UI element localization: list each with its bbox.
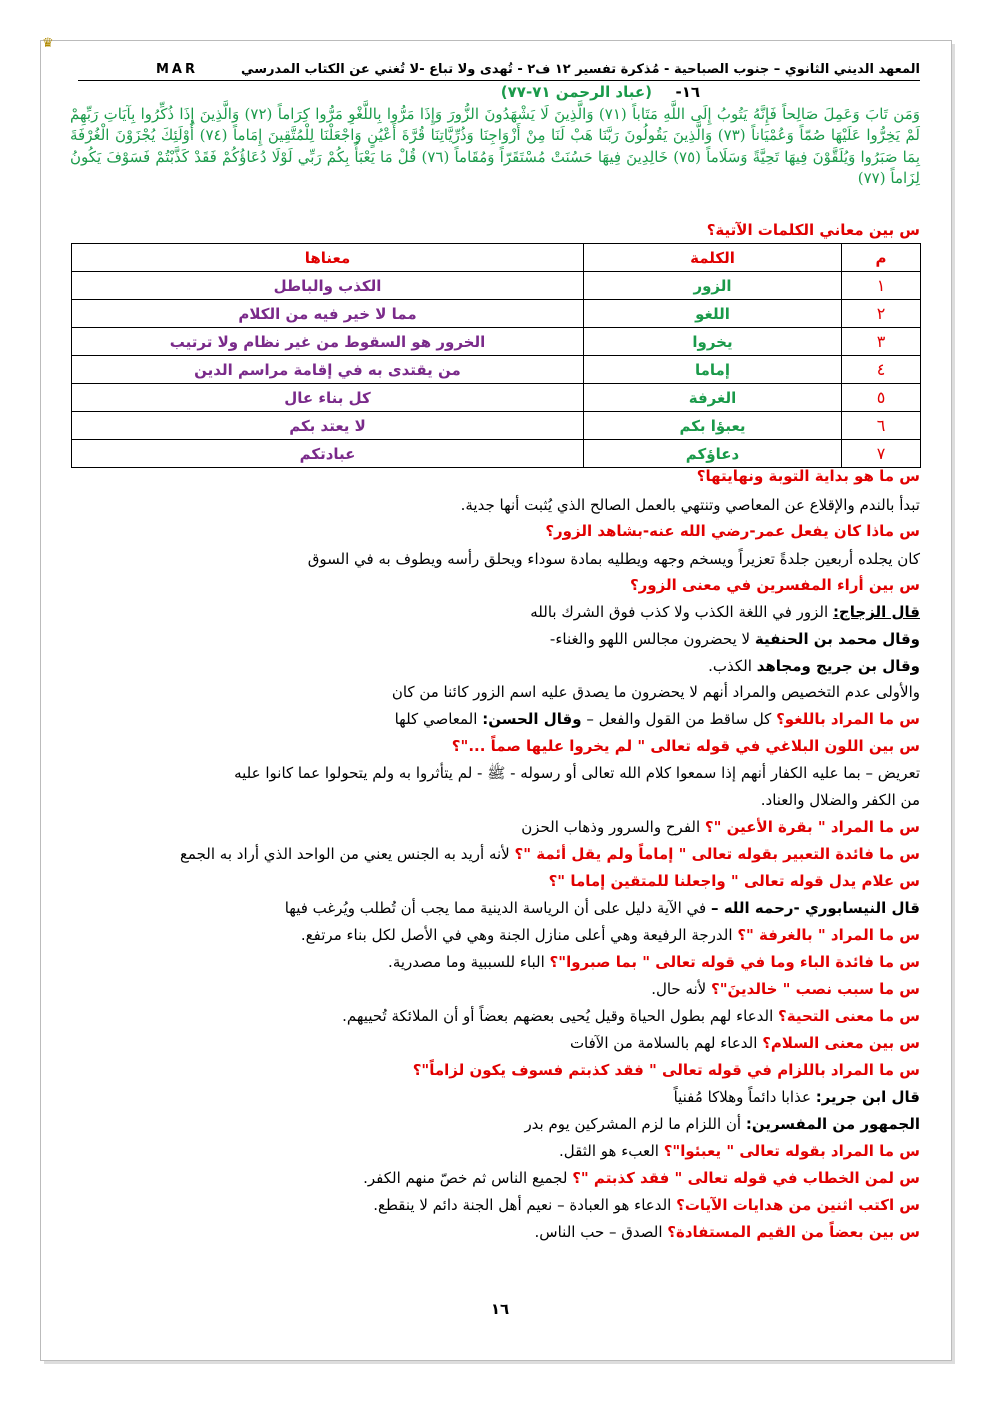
answer-8-text: في الآية دليل على أن الرياسة الدينية مما يجب أن تُطلب ويُرغب فيها [284, 899, 711, 917]
col-header-meaning: معناها [72, 244, 584, 272]
qa-13 [78, 1032, 920, 1054]
page-shadow-bottom [44, 1361, 955, 1364]
row-word: الزور [584, 272, 842, 300]
answer-5a: تعريض – بما عليه الكفار أنهم إذا سمعوا كلام الله تعالى أو رسوله - ﷺ - لم يتأثروا به ولم يتحولوا عما كانوا عليه [234, 764, 920, 782]
vocab-table [71, 243, 921, 468]
answer-2: كان يجلده أربعين جلدةً تعزيراً ويسخم وجهه ويطليه بمادة سوداء ويحلق رأسه ويطوف به في السوق [307, 550, 920, 568]
answer-4b-label: وقال الحسن: [482, 710, 582, 728]
qa-4 [78, 708, 920, 730]
page-number: ١٦ [490, 1300, 510, 1318]
page-shadow-right [952, 44, 955, 1364]
row-num: ٢ [842, 300, 921, 328]
lesson-number: ١٦- [675, 83, 700, 101]
answer-14b-label: الجمهور من المفسرين: [745, 1115, 920, 1133]
question-11: س ما سبب نصب " خالدينَ"؟ [711, 980, 920, 998]
answer-11: لأنه حال. [651, 980, 712, 998]
lesson-title: (عباد الرحمن ٧١-٧٧) [500, 83, 652, 101]
page-header [78, 58, 920, 81]
answer-3b [78, 628, 920, 650]
question-2: س ماذا كان يفعل عمر-رضي الله عنه-بشاهد الزور؟ [545, 522, 920, 540]
answer-3a [78, 601, 920, 623]
answer-3d: والأولى عدم التخصيص والمراد أنهم لا يحضرون ما يصدق عليه اسم الزور كائنا من كان [391, 683, 920, 701]
answer-5b: من الكفر والضلال والعناد. [760, 791, 920, 809]
table-row [72, 328, 921, 356]
question-10: س ما فائدة الباء وما في قوله تعالى " بما صبروا"؟ [549, 953, 920, 971]
answer-8-label: قال النيسابوري -رحمه الله – [710, 899, 920, 917]
answer-3a-label: قال الزجاج: [832, 603, 920, 621]
question-14: س ما المراد باللزام في قوله تعالى " فقد كذبتم فسوف يكون لزاماً"؟ [412, 1061, 920, 1079]
answer-10: الباء للسببية وما مصدرية. [388, 953, 550, 971]
header-title: المعهد الديني الثانوي – جنوب الصباحية - مُذكرة تفسير ١٢ ف٢ - تُهدى ولا تباع -لا تُغني عن الكتاب المدرسي [241, 62, 920, 77]
row-word: الغرفة [584, 384, 842, 412]
answer-14a [78, 1086, 920, 1108]
row-num: ٦ [842, 412, 921, 440]
question-16: س لمن الخطاب في قوله تعالى " فقد كذبتم "؟ [572, 1169, 920, 1187]
row-meaning: عبادتكم [72, 440, 584, 468]
answer-6: الفرح والسرور وذهاب الحزن [521, 818, 705, 836]
table-row [72, 300, 921, 328]
answer-8 [78, 897, 920, 919]
row-meaning: من يقتدى به في إقامة مراسم الدين [72, 356, 584, 384]
answer-18: الصدق – حب الناس. [534, 1223, 668, 1241]
question-5: س بين اللون البلاغي في قوله تعالى " لم يخروا عليها صماً ..."؟ [451, 737, 920, 755]
answer-3b-text: لا يحضرون مجالس اللهو والغناء- [549, 630, 755, 648]
answer-4b-text: المعاصي كلها [394, 710, 483, 728]
question-9: س ما المراد " بالغرفة "؟ [737, 926, 920, 944]
answer-14a-text: عذابا دائماً وهلاكا مُفنياً [673, 1088, 816, 1106]
question-8: س علام يدل قوله تعالى " واجعلنا للمتقين إماما "؟ [548, 872, 920, 890]
answer-12: الدعاء لهم بطول الحياة وقيل يُحيى بعضهم بعضاً أو أن الملائكة تُحييهم. [342, 1007, 779, 1025]
row-num: ٥ [842, 384, 921, 412]
qa-7 [78, 843, 920, 865]
answer-7: لأنه أريد به الجنس يعني من الواحد الذي أراد به الجمع [179, 845, 515, 863]
page-border-left [40, 40, 41, 1360]
answer-3a-text: الزور في اللغة الكذب ولا كذب فوق الشرك بالله [530, 603, 833, 621]
question-3: س بين أراء المفسرين في معنى الزور؟ [629, 576, 920, 594]
table-row [72, 272, 921, 300]
question-4: س ما المراد باللغو؟ [776, 710, 920, 728]
row-num: ٣ [842, 328, 921, 356]
table-row [72, 356, 921, 384]
corner-ornament-icon: ♛ [42, 36, 54, 51]
table-row [72, 440, 921, 468]
question-18: س بين بعضاً من القيم المستفادة؟ [667, 1223, 920, 1241]
answer-3c-text: الكذب. [708, 657, 757, 675]
question-7: س ما فائدة التعبير بقوله تعالى " إماماً ولم يقل أئمة "؟ [514, 845, 920, 863]
row-meaning: كل بناء عال [72, 384, 584, 412]
answer-9: الدرجة الرفيعة وهي أعلى منازل الجنة وهي في الأصل لكل بناء مرتفع. [300, 926, 738, 944]
answer-15: العبء هو الثقل. [559, 1142, 664, 1160]
col-header-word: الكلمة [584, 244, 842, 272]
page-border-top [40, 40, 952, 41]
answer-17: الدعاء هو العبادة – نعيم أهل الجنة دائم لا ينقطع. [373, 1196, 677, 1214]
question-1: س ما هو بداية التوبة ونهايتها؟ [696, 467, 920, 485]
row-word: يخروا [584, 328, 842, 356]
qa-10 [78, 951, 920, 973]
row-num: ٤ [842, 356, 921, 384]
answer-14a-label: قال ابن جرير: [815, 1088, 920, 1106]
answer-3c-label: وقال بن جريج ومجاهد [756, 657, 920, 675]
row-meaning: الخرور هو السقوط من غير نظام ولا ترتيب [72, 328, 584, 356]
table-row [72, 384, 921, 412]
answer-14b [78, 1113, 920, 1135]
row-num: ١ [842, 272, 921, 300]
answer-4a: كل ساقط من القول والفعل – [581, 710, 777, 728]
answer-16: لجميع الناس ثم خصّ منهم الكفر. [363, 1169, 573, 1187]
row-word: دعاؤكم [584, 440, 842, 468]
qa-12 [78, 1005, 920, 1027]
table-header-row [72, 244, 921, 272]
table-row [72, 412, 921, 440]
vocab-question: س بين معاني الكلمات الآتية؟ [706, 221, 920, 239]
answer-3b-label: وقال محمد بن الحنفية [754, 630, 920, 648]
quran-verses: وَمَن تَابَ وَعَمِلَ صَالِحاً فَإِنَّهُ يَتُوبُ إِلَى اللَّهِ مَتَاباً (٧١) وَالَّذِينَ لَا يَشْهَدُونَ الزُّورَ وَإِذَا مَرُّوا بِاللَّغْوِ مَرُّوا كِرَاماً (٧٢) وَالَّذِينَ إِذَا ذُكِّرُوا بِآيَاتِ رَبِّهِمْ لَمْ يَخِرُّوا عَلَيْهَا صُمّاً وَعُمْيَاناً (٧٣) وَالَّذِينَ يَقُولُونَ رَبَّنَا هَبْ لَنَا مِنْ أَزْوَاجِنَا وَذُرِّيَّاتِنَا قُرَّةَ أَعْيُنٍ وَاجْعَلْنَا لِلْمُتَّقِينَ إِمَاماً (٧٤) أُوْلَئِكَ يُجْزَوْنَ الْغُرْفَةَ بِمَا صَبَرُوا وَيُلَقَّوْنَ فِيهَا تَحِيَّةً وَسَلَاماً (٧٥) خَالِدِينَ فِيهَا حَسُنَتْ مُسْتَقَرّاً وَمُقَاماً (٧٦) قُلْ مَا يَعْبَأُ بِكُمْ رَبِّي لَوْلَا دُعَاؤُكُمْ فَقَدْ كَذَّبْتُمْ فَسَوْفَ يَكُونُ لِزَاماً (٧٧) [70, 105, 920, 187]
col-header-num: م [842, 244, 921, 272]
row-meaning: مما لا خير فيه من الكلام [72, 300, 584, 328]
answer-13: الدعاء لهم بالسلامة من الآفات [569, 1034, 763, 1052]
qa-11 [78, 978, 920, 1000]
question-6: س ما المراد " بقرة الأعين "؟ [704, 818, 920, 836]
answer-1: تبدأ بالندم والإقلاع عن المعاصي وتنتهي بالعمل الصالح الذي يُثبت أنها جدية. [460, 496, 920, 514]
answer-14b-text: أن اللزام ما لزم المشركين يوم بدر [524, 1115, 746, 1133]
qa-9 [78, 924, 920, 946]
row-word: إماما [584, 356, 842, 384]
question-13: س بين معنى السلام؟ [762, 1034, 920, 1052]
row-word: اللغو [584, 300, 842, 328]
row-word: يعبؤا بكم [584, 412, 842, 440]
qa-16 [78, 1167, 920, 1189]
qa-17 [78, 1194, 920, 1216]
qa-6 [78, 816, 920, 838]
qa-18 [78, 1221, 920, 1243]
question-12: س ما معنى التحية؟ [778, 1007, 920, 1025]
question-17: س اكتب اثنين من هدايات الآيات؟ [676, 1196, 920, 1214]
answer-3c [78, 655, 920, 677]
lesson-heading [78, 83, 920, 105]
row-num: ٧ [842, 440, 921, 468]
row-meaning: الكذب والباطل [72, 272, 584, 300]
question-15: س ما المراد بقوله تعالى " يعبئوا"؟ [663, 1142, 920, 1160]
row-meaning: لا يعتد بكم [72, 412, 584, 440]
qa-15 [78, 1140, 920, 1162]
header-code: MAR [156, 62, 199, 77]
